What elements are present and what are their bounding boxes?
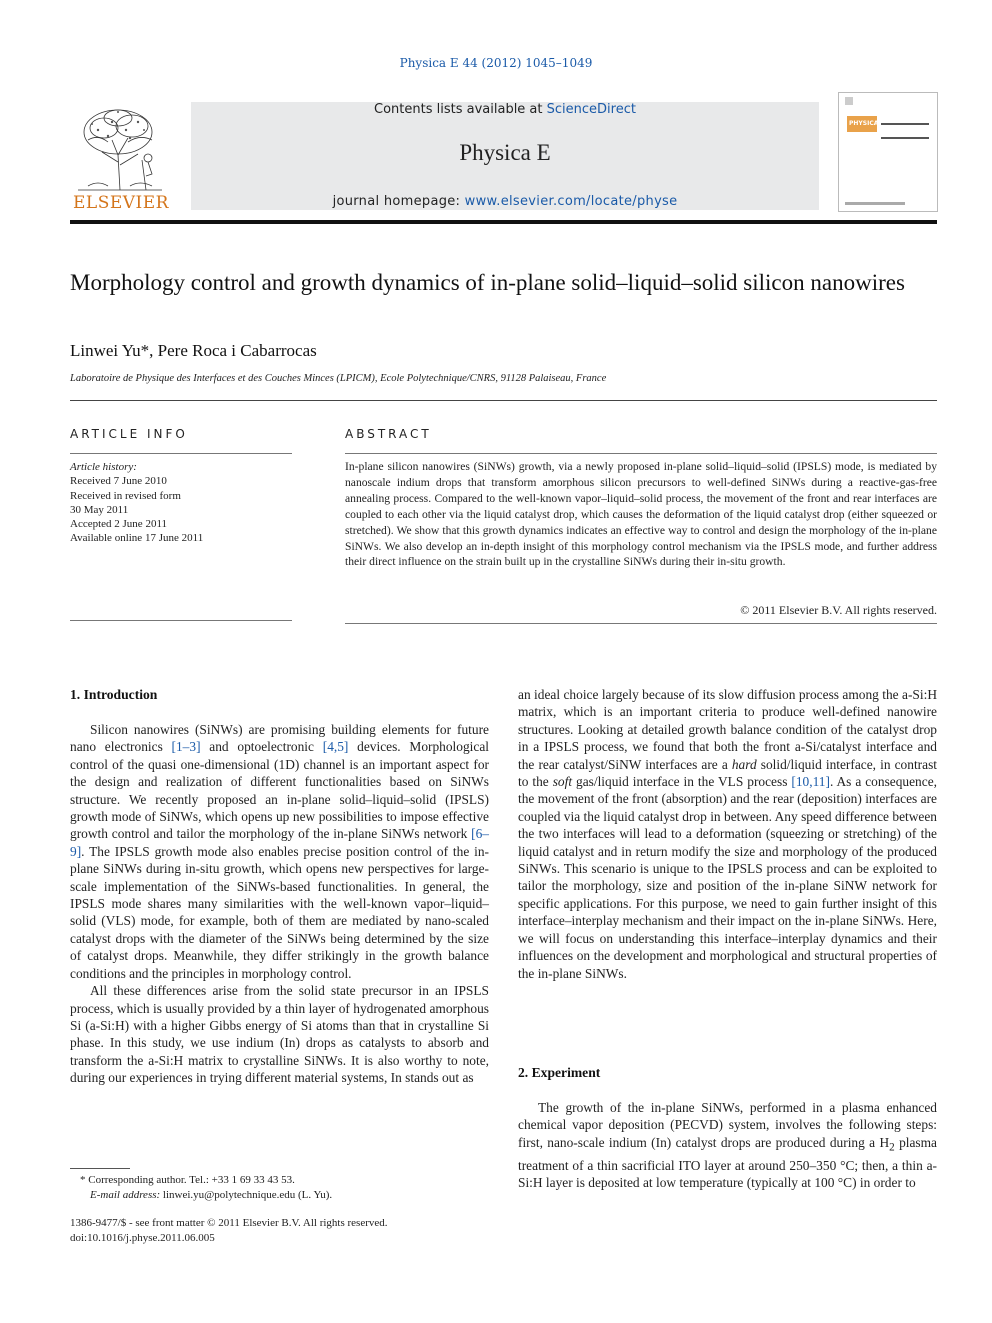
article-info-bottom-rule	[70, 620, 292, 621]
sciencedirect-link[interactable]: ScienceDirect	[546, 102, 636, 117]
experiment-paragraph-1: The growth of the in-plane SiNWs, performed in a plasma enhanced chemical vapor deposition (PECVD) system, involves the following steps: first, nano-scale indium (In) catalyst drops are produced during a $H_2$ plasma treatment of a thin sacrificial ITO layer at around 250–350 °C; then, a thin a-Si:H layer is deposited at low temperature (typically at 100 °C) in order to	[518, 1100, 938, 1191]
article-history	[70, 460, 292, 546]
history-item: Received 7 June 2010	[70, 475, 167, 488]
abstract-rule	[345, 453, 937, 454]
cover-emblem	[845, 97, 853, 105]
reference-link[interactable]: [4,5]	[322, 739, 349, 755]
history-item: Available online 17 June 2011	[70, 532, 204, 545]
front-matter-note	[70, 1216, 490, 1245]
intro-paragraph-1: Silicon nanowires (SiNWs) are promising building elements for future nano electronics [1–3] and optoelectronic [4,5] devices. Morphological control of the quasi one-dimensional (1D) channel is an important aspect for the design and realization of different functionalities based on SiNWs structure. We recently proposed an in-plane solid–liquid–solid (IPSLS) growth mode of SiNWs, which opens up new possibilities to impose effective growth control and tailor the morphology of the in-plane SiNWs network [6–9]. The IPSLS growth mode also enables precise position control of the in-plane SiNWs during in-situ growth, which opens new perspectives for large-scale implementation of the SiNWs-based functionalities. In general, the IPSLS mode shares many similarities with the well-known vapor–liquid–solid (VLS) mode, for example, both of them are mediated by nano-scaled catalyst drops with the diameter of the SiNWs being determined by the size of catalyst drops. Meanwhile, they differ strikingly in the growth balance conditions and the principles in morphology control.	[70, 722, 489, 981]
right-column	[518, 686, 937, 982]
abstract-bottom-rule	[345, 623, 937, 624]
citation-link[interactable]: Physica E 44 (2012) 1045–1049	[399, 56, 593, 70]
article-authors: Linwei Yu*, Pere Roca i Cabarrocas	[70, 341, 317, 360]
contents-line	[191, 102, 819, 117]
left-column	[70, 721, 489, 1087]
history-item: Received in revised form	[70, 489, 181, 502]
experiment-section	[518, 1099, 937, 1192]
reference-link[interactable]: [6–9]	[70, 826, 489, 859]
journal-cover-thumbnail	[838, 92, 938, 212]
publisher-logo-text: ELSEVIER	[73, 193, 169, 213]
contents-prefix: Contents lists available at	[374, 102, 547, 117]
reference-link[interactable]: [10,11]	[791, 774, 830, 790]
intro-paragraph-3: an ideal choice largely because of its slow diffusion process among the a-Si:H matrix, which is an important criteria to produce well-defined nanowire structures. Looking at detailed growth balance condition of the catalyst drop in a IPSLS process, we found that both the front a-Si/catalyst interface and the rear catalyst/SiNW interfaces are a hard solid/liquid interface, in contrast to the soft gas/liquid interface in the VLS process [10,11]. As a consequence, the movement of the front (absorption) and the rear (deposition) interfaces are coupled via the liquid catalyst drop in between. Any speed difference between the two interfaces will lead to a deformation (squeezing or stretching) of the liquid catalyst and in return modify the size and morphology of the produced SiNWs. This scenario is unique to the IPSLS process and can be exploited to tailor the morphology, size and position of the in-plane SiNW network for specific applications. For this purpose, we need to gain further insight of this interface–interplay mechanism and their impact on the in-plane SiNWs. Here, we will focus on understanding this interface–interplay dynamics and their influences on the development and morphological and structural properties of the in-plane SiNWs.	[518, 687, 937, 981]
abstract-copyright: © 2011 Elsevier B.V. All rights reserved.	[740, 603, 937, 617]
journal-homepage	[191, 194, 819, 209]
abstract-label: ABSTRACT	[345, 427, 432, 441]
footnote-rule	[70, 1168, 130, 1169]
reference-link[interactable]: [1–3]	[171, 739, 201, 755]
title-divider	[70, 400, 937, 401]
corresponding-author-note: * Corresponding author. Tel.: +33 1 69 33 43 53.	[80, 1174, 295, 1186]
homepage-link[interactable]: www.elsevier.com/locate/physe	[464, 194, 678, 209]
footnote-block	[80, 1173, 490, 1202]
author-affiliation: Laboratoire de Physique des Interfaces et des Couches Minces (LPICM), Ecole Polytechnique/CNRS, 91128 Palaiseau, France	[70, 373, 607, 384]
history-item: 30 May 2011	[70, 503, 129, 516]
history-item: Accepted 2 June 2011	[70, 518, 168, 531]
email-note: E-mail address: linwei.yu@polytechnique.edu (L. Yu).	[90, 1188, 333, 1201]
cover-footer-line	[845, 202, 905, 205]
doi-line: doi:10.1016/j.physe.2011.06.005	[70, 1231, 215, 1244]
cover-subtitle-lines	[881, 123, 929, 139]
issn-line: 1386-9477/$ - see front matter © 2011 Elsevier B.V. All rights reserved.	[70, 1217, 388, 1229]
journal-citation	[0, 56, 992, 70]
history-heading: Article history:	[70, 461, 137, 473]
journal-name: Physica E	[459, 140, 551, 165]
article-info-rule	[70, 453, 292, 454]
article-info-label: ARTICLE INFO	[70, 427, 188, 441]
abstract-text: In-plane silicon nanowires (SiNWs) growth, via a newly proposed in-plane solid–liquid–solid (IPSLS) mode, is mediated by nanoscale indium drops that transform amorphous silicon precursors to well-defined SiNWs during a reactive-gas-free annealing process. Compared to the well-known vapor–liquid–solid process, the movement of the front and rear interfaces are coupled to each other via the liquid catalyst drop, which causes the deformation of the liquid catalyst drop (either squeezed or stretched). We show that this growth dynamics indicates an effective way to control and design the morphology of the in-plane SiNWs. We also develop an in-depth insight of this morphology control mechanism via the IPSLS mode, and further address their direct influence on the strain built up in the crystalline SiNWs during their in-situ growth.	[345, 460, 937, 569]
homepage-prefix: journal homepage:	[332, 194, 465, 209]
cover-title: PHYSICA E	[849, 120, 885, 127]
article-title: Morphology control and growth dynamics of in-plane solid–liquid–solid silicon nanowires	[70, 270, 905, 295]
header-divider	[70, 220, 937, 224]
introduction-heading: 1. Introduction	[70, 687, 158, 702]
intro-paragraph-2: All these differences arise from the solid state precursor in an IPSLS process, which is usually provided by a thin layer of hydrogenated amorphous Si (a-Si:H) with a higher Gibbs energy of Si atoms than that in crystalline Si phase. In this study, we use indium (In) drops as catalysts to absorb and transform the a-Si:H matrix to crystalline SiNWs. It is also worthy to note, during our experiences in trying different material systems, In stands out as	[70, 983, 489, 1086]
experiment-heading: 2. Experiment	[518, 1065, 601, 1080]
